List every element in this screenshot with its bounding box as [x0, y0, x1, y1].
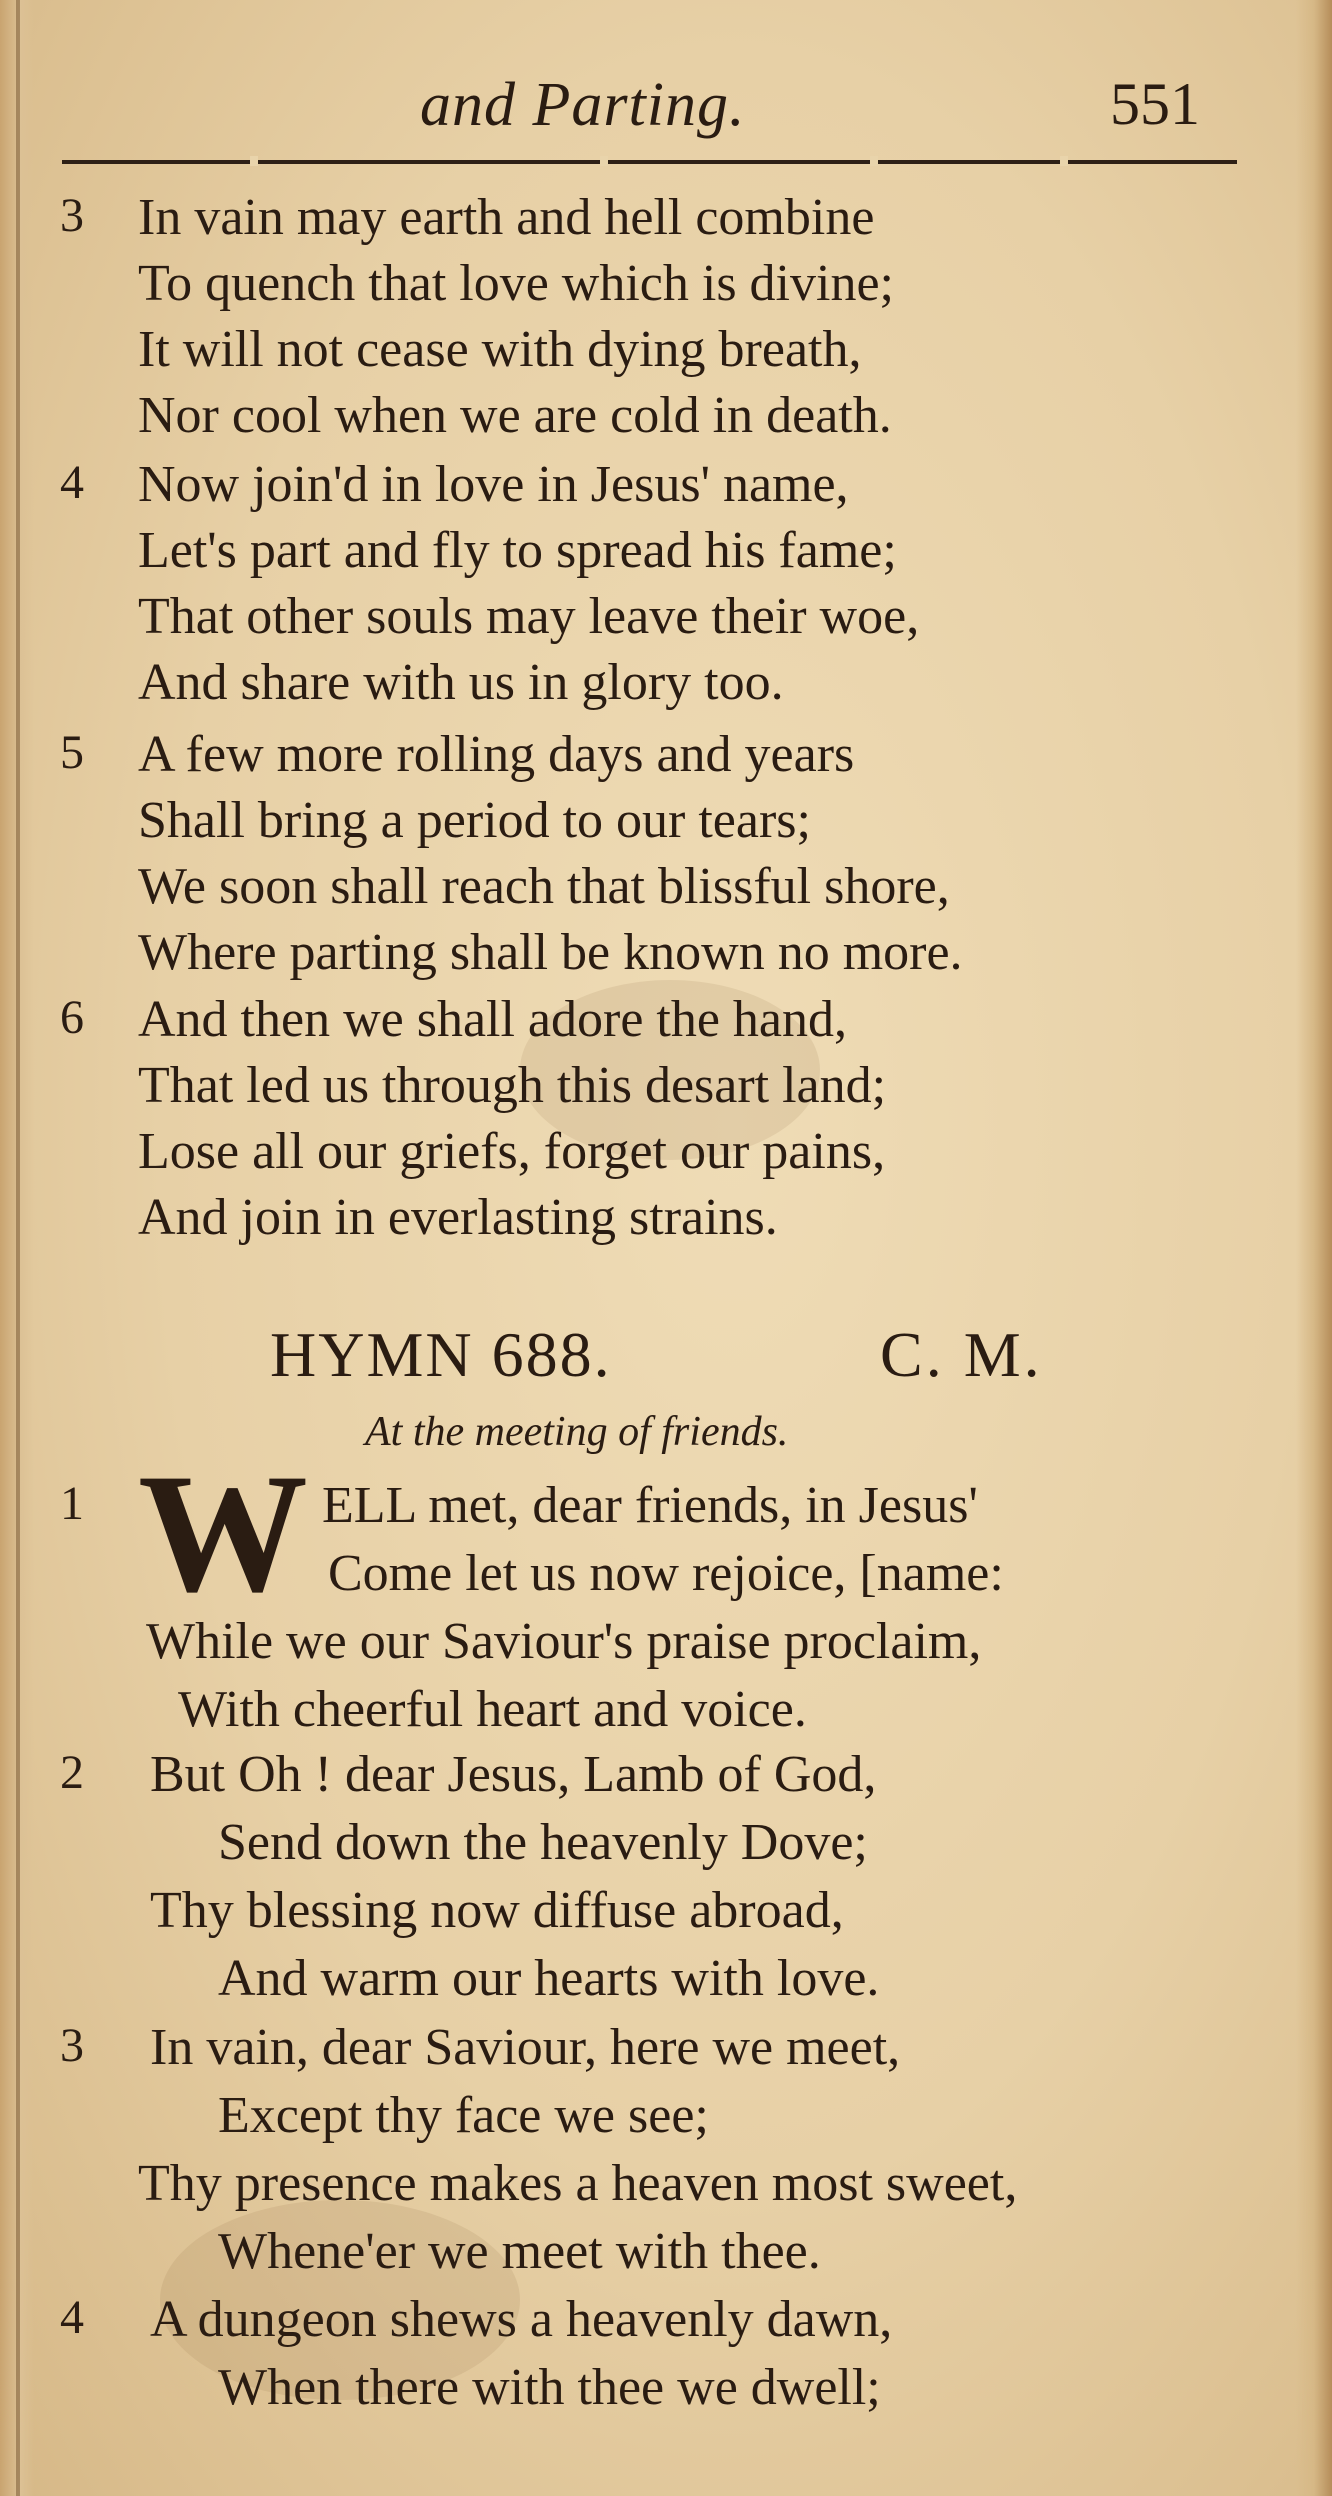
stanza-number: 6 — [60, 991, 84, 1044]
verse-line: Thy blessing now diffuse abroad, — [150, 1882, 844, 1939]
header-rule-break — [1060, 156, 1068, 166]
verse-line: Except thy face we see; — [218, 2087, 709, 2144]
page-spine-shadow — [0, 0, 34, 2496]
page-number: 551 — [1110, 71, 1200, 137]
verse-line: That led us through this desart land; — [138, 1057, 887, 1114]
hymn-meter: C. M. — [880, 1319, 1043, 1390]
verse-line: In vain may earth and hell combine — [138, 189, 875, 246]
verse-line: With cheerful heart and voice. — [178, 1681, 807, 1738]
verse-line: Shall bring a period to our tears; — [138, 792, 811, 849]
header-rule-break — [600, 156, 608, 166]
verse-line: Come let us now rejoice, [name: — [328, 1545, 1004, 1602]
verse-line: Whene'er we meet with thee. — [218, 2223, 821, 2280]
verse-line: And warm our hearts with love. — [218, 1950, 880, 2007]
verse-line: In vain, dear Saviour, here we meet, — [150, 2019, 901, 2076]
stanza-number: 5 — [60, 726, 84, 779]
verse-line: A few more rolling days and years — [138, 726, 855, 783]
verse-line: We soon shall reach that blissful shore, — [138, 858, 950, 915]
verse-line: While we our Saviour's praise proclaim, — [146, 1613, 982, 1670]
header-rule-break — [250, 156, 258, 166]
verse-line: When there with thee we dwell; — [218, 2359, 881, 2416]
stanza-number: 3 — [60, 189, 84, 242]
drop-cap: W — [138, 1439, 308, 1627]
verse-line: Thy presence makes a heaven most sweet, — [138, 2155, 1018, 2212]
verse-line: Where parting shall be known no more. — [138, 924, 963, 981]
verse-line: But Oh ! dear Jesus, Lamb of God, — [150, 1746, 877, 1803]
verse-line: Nor cool when we are cold in death. — [138, 387, 892, 444]
stanza-number: 1 — [60, 1477, 84, 1530]
running-header: and Parting. — [420, 71, 746, 139]
page-edge-shadow — [1296, 0, 1332, 2496]
stanza-number: 3 — [60, 2019, 84, 2072]
verse-line: And join in everlasting strains. — [138, 1189, 778, 1246]
verse-line: And share with us in glory too. — [138, 654, 784, 711]
hymn-heading: HYMN 688. — [270, 1319, 612, 1390]
header-rule-break — [870, 156, 878, 166]
verse-line: Lose all our griefs, forget our pains, — [138, 1123, 886, 1180]
stanza-number: 4 — [60, 2291, 84, 2344]
verse-line: Send down the heavenly Dove; — [218, 1814, 868, 1871]
verse-line: Now join'd in love in Jesus' name, — [138, 456, 849, 513]
hymn-subtitle: At the meeting of friends. — [365, 1409, 789, 1455]
verse-line: ELL met, dear friends, in Jesus' — [322, 1477, 978, 1534]
verse-line: And then we shall adore the hand, — [138, 991, 848, 1048]
verse-line: Let's part and fly to spread his fame; — [138, 522, 897, 579]
stanza-number: 2 — [60, 1746, 84, 1799]
verse-line: It will not cease with dying breath, — [138, 321, 862, 378]
stanza-number: 4 — [60, 456, 84, 509]
verse-line: A dungeon shews a heavenly dawn, — [150, 2291, 893, 2348]
verse-line: To quench that love which is divine; — [138, 255, 894, 312]
verse-line: That other souls may leave their woe, — [138, 588, 920, 645]
